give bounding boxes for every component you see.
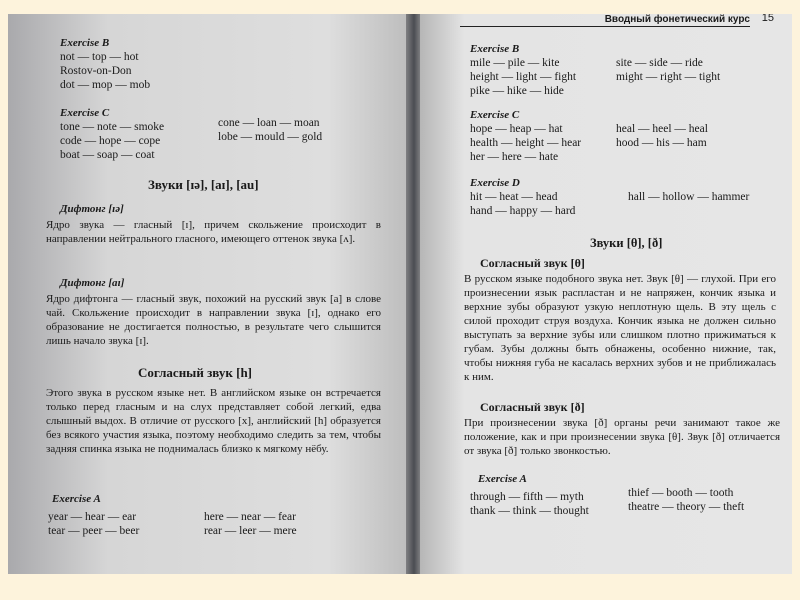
exercise-b-title: Exercise B [60,37,110,49]
list-item: here — near — fear [204,511,296,523]
diphthong1-title: Дифтонг [ɪə] [60,203,124,215]
exercise-c-col2 [218,116,322,144]
exercise-a-col2 [628,486,744,514]
exercise-c-title: Exercise C [470,109,520,121]
exercise-a-title: Exercise A [478,473,527,485]
list-item: through — fifth — myth [470,491,584,503]
exercise-c-col1 [60,120,164,162]
page-number: 15 [761,14,774,24]
running-header-text: Вводный фонетический курс [604,14,750,25]
list-item: height — light — fight [470,71,577,83]
exercise-d-col1 [470,190,575,218]
eth-heading: Согласный звук [ð] [480,400,585,414]
sounds-heading: Звуки [ɪə], [aɪ], [au] [148,177,259,192]
exercise-b-col1 [470,56,576,98]
list-item: site — side — ride [616,57,703,69]
exercise-a-col1 [470,490,589,518]
exercise-b-list [60,50,150,92]
list-item: tone — note — smoke [60,121,165,133]
exercise-c-col2 [616,122,708,150]
consonant-h-text: Этого звука в русском языке нет. В английском языке он встречается только перед гласным и на слух представляет собой легкий, едва слышный выдох. В отличие от русского [х], английский [h] образуется без всякого участия языка, поэтому необходимо следить за тем, чтобы задняя спинка языка не поднималась близко к мягкому нёбу. [46,387,381,455]
list-item: boat — soap — coat [60,149,155,161]
running-header [460,14,750,27]
list-item: health — height — hear [470,137,582,149]
diphthong2-title: Дифтонг [aɪ] [60,277,125,289]
list-item: pike — hike — hide [470,85,564,97]
diphthong2-text: Ядро дифтонга — гласный звук, похожий на русский звук [а] в слове чай. Скольжение происходит в направлении звука [ɪ], однако его образование не достигается полностью, в результате чего слышится лишь начало звука [ɪ]. [46,293,381,347]
list-item: mile — pile — kite [470,57,560,69]
consonant-h-heading: Согласный звук [h] [138,365,253,380]
exercise-b-col2 [616,56,720,84]
list-item: might — right — tight [616,71,721,83]
exercise-a-title: Exercise A [52,493,101,505]
list-item: theatre — theory — theft [628,501,745,513]
exercise-a-col1 [48,510,139,538]
theta-text: В русском языке подобного звука нет. Звук [θ] — глухой. При его произнесении язык распластан и не напряжен, кончик языка и верхние зубы образуют узкую неплотную щель. В эту щель с силой проходит струя воздуха. Кончик языка не должен сильно выступать за верхние зубы или слишком плотно прижиматься к губам. Зубы должны быть обнажены, особенно нижние, так, чтобы нижняя губа не касалась верхних зубов и не приближалась к ним. [464,273,776,383]
book-photo [8,14,792,574]
list-item: her — here — hate [470,151,559,163]
exercise-b-title: Exercise B [470,43,520,55]
list-item: lobe — mould — gold [218,131,323,143]
list-item: tear — peer — beer [48,525,140,537]
exercise-d-col2 [628,190,749,204]
list-item: code — hope — cope [60,135,161,147]
list-item: not — top — hot [60,51,139,63]
list-item: thank — think — thought [470,505,589,517]
exercise-c-title: Exercise C [60,107,110,119]
theta-heading: Согласный звук [θ] [480,256,585,270]
list-item: hood — his — ham [616,137,707,149]
exercise-a-col2 [204,510,297,538]
list-item: hope — heap — hat [470,123,563,135]
list-item: Rostov-on-Don [60,65,132,77]
exercise-c-col1 [470,122,581,164]
list-item: heal — heel — heal [616,123,708,135]
eth-text: При произнесении звука [ð] органы речи занимают такое же положение, как и при произнесении звука [θ]. Звук [ð] отличается от звука [ð] только звонкостью. [464,417,780,457]
list-item: rear — leer — mere [204,525,297,537]
list-item: year — hear — ear [48,511,137,523]
exercise-d-title: Exercise D [470,177,520,189]
sounds-heading: Звуки [θ], [ð] [590,236,663,250]
list-item: hand — happy — hard [470,205,576,217]
left-page [8,14,408,574]
list-item: hall — hollow — hammer [628,191,750,203]
list-item: cone — loan — moan [218,117,320,129]
list-item: dot — mop — mob [60,79,151,91]
diphthong1-text: Ядро звука — гласный [ɪ], причем скольжение происходит в направлении нейтрального гласного, имеющего оттенок звука [ʌ]. [46,219,381,245]
list-item: hit — heat — head [470,191,558,203]
right-page [420,14,792,574]
list-item: thief — booth — tooth [628,487,734,499]
